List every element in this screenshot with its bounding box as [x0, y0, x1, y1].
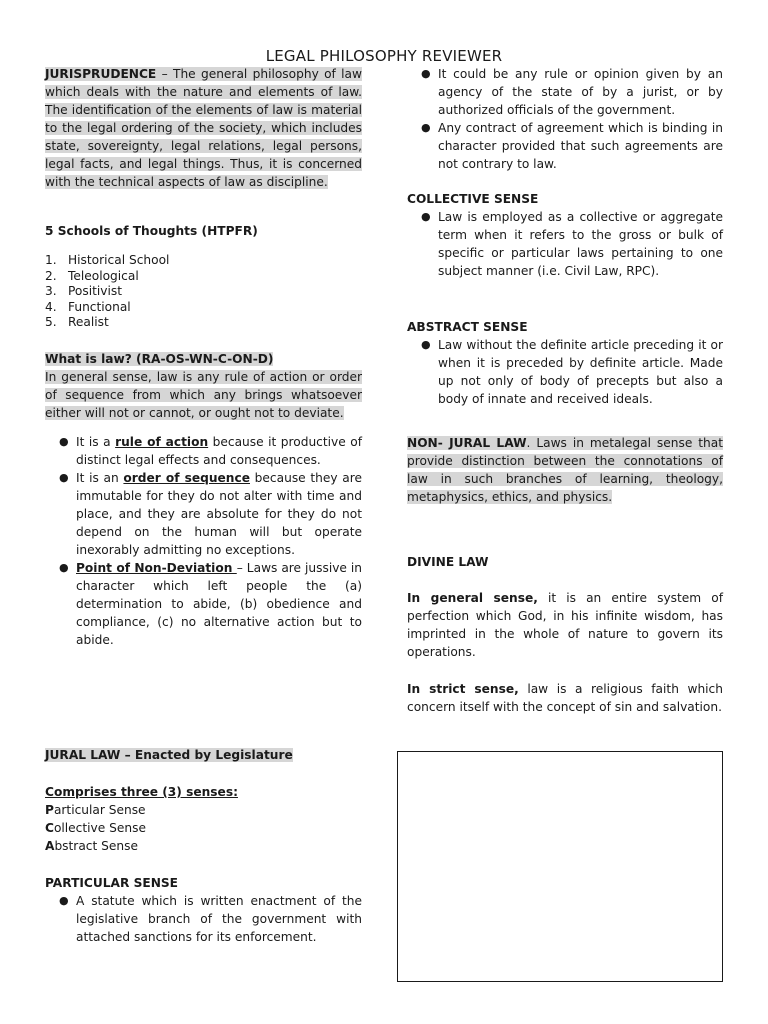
- particular-sense-block: [45, 874, 362, 946]
- what-is-law-text: In general sense, law is any rule of action or order of sequence from which any brings whatsoever either will not or cannot, or ought not to deviate.: [45, 370, 362, 420]
- schools-heading: 5 Schools of Thoughts (HTPFR): [45, 224, 258, 238]
- list-item: Abstract Sense: [45, 839, 138, 853]
- list-item: ● Law is employed as a collective or aggregate term when it refers to the gross or bulk of specific or particular laws pertaining to one subject manner (i.e. Civil Law, RPC).: [421, 210, 723, 278]
- schools-list: [45, 253, 169, 331]
- rule-of-action-term: rule of action: [115, 435, 209, 449]
- list-item: ● It is a rule of action because it productive of distinct legal effects and consequences.: [59, 435, 363, 467]
- list-item: Particular Sense: [45, 803, 146, 817]
- list-item: 3. Positivist: [45, 284, 122, 299]
- non-jural-law-paragraph: NON- JURAL LAW. Laws in metalegal sense that provide distinction between the connotations of law in such branches of learning, theology, metaphysics, ethics, and physics.: [407, 436, 723, 504]
- particular-sense-continued-list: [407, 65, 723, 173]
- divine-strict-sense: In strict sense, law is a religious faith which concern itself with the concept of sin and salvation.: [407, 682, 723, 714]
- jural-law-heading: JURAL LAW – Enacted by Legislature: [45, 748, 293, 762]
- order-of-sequence-term: order of sequence: [123, 471, 250, 485]
- what-is-law-block: [45, 350, 362, 422]
- jurisprudence-term: JURISPRUDENCE: [45, 67, 157, 81]
- senses-block: [45, 783, 238, 855]
- divine-general-sense: In general sense, it is an entire system of perfection which God, in his infinite wisdom, has imprinted in the whole of nature to govern its operations.: [407, 591, 724, 659]
- divine-law-heading: DIVINE LAW: [407, 555, 489, 569]
- list-item: ● A statute which is written enactment of the legislative branch of the government with attached sanctions for its enforcement.: [59, 894, 362, 944]
- empty-text-box: [397, 751, 723, 982]
- law-properties-list: [45, 433, 362, 649]
- particular-sense-heading: PARTICULAR SENSE: [45, 876, 179, 890]
- list-item: 5. Realist: [45, 315, 109, 330]
- list-item: 2. Teleological: [45, 268, 139, 283]
- collective-sense-block: [407, 190, 723, 280]
- non-jural-law-term: NON- JURAL LAW: [407, 436, 527, 450]
- senses-heading: Comprises three (3) senses:: [45, 785, 238, 799]
- collective-sense-heading: COLLECTIVE SENSE: [407, 192, 539, 206]
- list-item: ● Any contract of agreement which is binding in character provided that such agreements are not contrary to law.: [421, 121, 723, 171]
- document-title: LEGAL PHILOSOPHY REVIEWER: [265, 47, 503, 65]
- list-item: ● Point of Non-Deviation – Laws are jussive in character which left people the (a) determination to abide, (b) obedience and compliance, (c) no alternative action but to abide.: [59, 561, 362, 647]
- jurisprudence-text: – The general philosophy of law which deals with the nature and elements of law. The identification of the elements of law is material to the legal ordering of the society, which includes state, sovereignty, legal relations, legal persons, legal facts, and legal things. Thus, it is concerned with the technical aspects of law as discipline.: [45, 67, 362, 189]
- point-of-non-deviation-term: Point of Non-Deviation: [76, 561, 237, 575]
- list-item: ● It is an order of sequence because they are immutable for they do not alter with time and place, and they are absolute for they do not depend on the human will but operate inexorably admitting no exceptions.: [59, 471, 362, 557]
- abstract-sense-heading: ABSTRACT SENSE: [407, 320, 528, 334]
- list-item: 4. Functional: [45, 299, 131, 314]
- list-item: ● Law without the definite article preceding it or when it is preceded by definite article. Made up not only of body of precepts but also a body of innate and received ideals.: [421, 338, 723, 406]
- jurisprudence-paragraph: [45, 65, 362, 191]
- abstract-sense-block: [407, 318, 723, 408]
- list-item: Collective Sense: [45, 821, 146, 835]
- list-item: ● It could be any rule or opinion given by an agency of the state of by a jurist, or by authorized officials of the government.: [421, 67, 723, 117]
- what-is-law-heading: What is law? (RA-OS-WN-C-ON-D): [45, 352, 274, 366]
- list-item: 1. Historical School: [45, 253, 170, 267]
